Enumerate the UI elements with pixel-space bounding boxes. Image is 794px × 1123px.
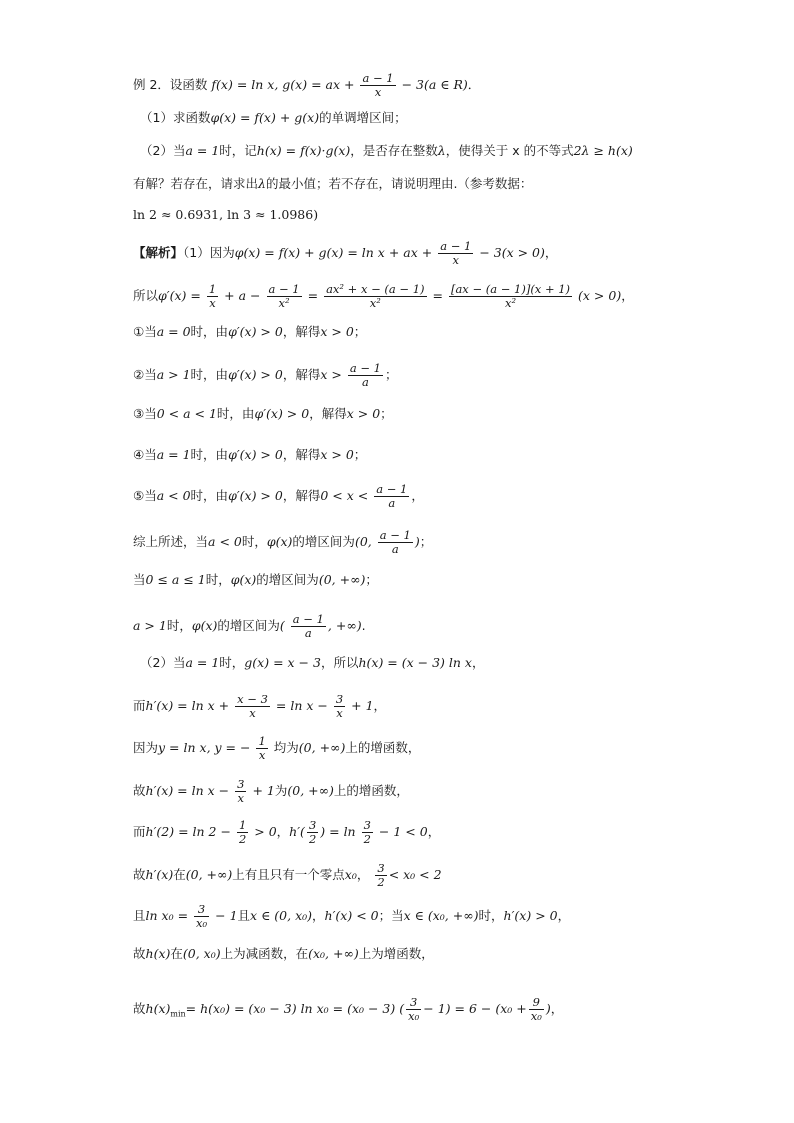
solution-line-1: 【解析】（1）因为φ(x) = f(x) + g(x) = ln x + ax + $\frac{a - 1}{x}$ − 3(x > 0)， xyxy=(133,239,558,267)
h-derivative: 而h′(x) = ln x + $\frac{x - 3}{x}$ = ln x − $\frac{3}{x}$ + 1， xyxy=(133,692,387,720)
solution-derivative: 所以φ′(x) = $\frac{1}{x}$ + a − $\frac{a - 1}{\text{x²}}$ = $\frac{\text{ax² + x − (a − 1)}}{\text{x²}}$ = $\frac{[ax - (a - 1)](x + 1)}{\text{x²}}$ (x > 0)， xyxy=(133,282,634,310)
increasing-functions: 因为y = ln x, y = − $\frac{1}{x}$ 均为(0, +∞)上的增函数， xyxy=(133,734,421,762)
solution-heading: 【解析】 xyxy=(133,245,184,260)
part-2-intro: （2）当a = 1时，g(x) = x − 3，所以h(x) = (x − 3) ln x， xyxy=(140,655,485,670)
sign-analysis: 且ln x₀ = $\frac{3}{\text{x₀}}$ − 1且x ∈ (0, x₀)，h′(x) < 0；当x ∈ (x₀, +∞)时，h′(x) > 0， xyxy=(133,902,571,930)
fraction: $\frac{a - 1}{x}$ xyxy=(362,71,394,99)
unique-zero: 故h′(x)在(0, +∞)上有且只有一个零点x₀， $\frac{3}{2}$ < x₀ < 2 xyxy=(133,861,442,889)
problem-title: 例 2．设函数 f(x) = ln x, g(x) = ax + $\frac{a - 1}{x}$ − 3(a ∈ R)． xyxy=(133,71,481,99)
summary-3: a > 1时，φ(x)的增区间为( $\frac{a - 1}{a}$ , +∞). xyxy=(133,612,366,640)
question-2-continued: 有解？若存在，请求出λ的最小值；若不存在，请说明理由.（参考数据： xyxy=(133,176,533,191)
case-3: ③当0 < a < 1时，由φ′(x) > 0，解得x > 0； xyxy=(133,406,393,421)
question-2: （2）当a = 1时，记h(x) = f(x)·g(x)，是否存在整数λ，使得关于 x 的不等式2λ ≥ h(x) xyxy=(140,143,633,158)
summary-2: 当0 ≤ a ≤ 1时，φ(x)的增区间为(0, +∞)； xyxy=(133,572,378,587)
h-prime-increasing: 故h′(x) = ln x − $\frac{3}{x}$ + 1为(0, +∞)上的增函数， xyxy=(133,777,409,805)
function-definition: f(x) = ln x, g(x) = ax + xyxy=(211,77,355,92)
function-definition-tail: − 3(a ∈ R) xyxy=(401,77,468,92)
monotonicity: 故h(x)在(0, x₀)上为减函数，在(x₀, +∞)上为增函数， xyxy=(133,946,434,961)
reference-data: ln 2 ≈ 0.6931, ln 3 ≈ 1.0986) xyxy=(133,207,319,222)
summary-1: 综上所述，当a < 0时，φ(x)的增区间为(0, $\frac{a - 1}{a}$ )； xyxy=(133,528,433,556)
h-minimum: 故$h(x)_{min}= h(x_0) = (x_0 - 3)$ ln x₀ = (x₀ − 3) ( $\frac{3}{\text{x₀}}$ − 1) = 6 − (x₀ + $\frac{9}{\text{x₀}}$ )， xyxy=(133,995,564,1023)
case-1: ①当a = 0时，由φ′(x) > 0，解得x > 0； xyxy=(133,324,367,339)
question-1: （1）求函数φ(x) = f(x) + g(x)的单调增区间； xyxy=(140,110,407,125)
case-5: ⑤当a < 0时，由φ′(x) > 0，解得0 < x < $\frac{a - 1}{a}$ ， xyxy=(133,482,424,510)
h-prime-values: 而h′(2) = ln 2 − $\frac{1}{2}$ > 0，h′( $\frac{3}{2}$ ) = ln $\frac{3}{2}$ − 1 < 0， xyxy=(133,818,441,846)
case-2: ②当a > 1时，由φ′(x) > 0，解得x > $\frac{a - 1}{a}$ ； xyxy=(133,361,398,389)
problem-label: 例 2．设函数 xyxy=(133,77,208,92)
case-4: ④当a = 1时，由φ′(x) > 0，解得x > 0； xyxy=(133,447,367,462)
